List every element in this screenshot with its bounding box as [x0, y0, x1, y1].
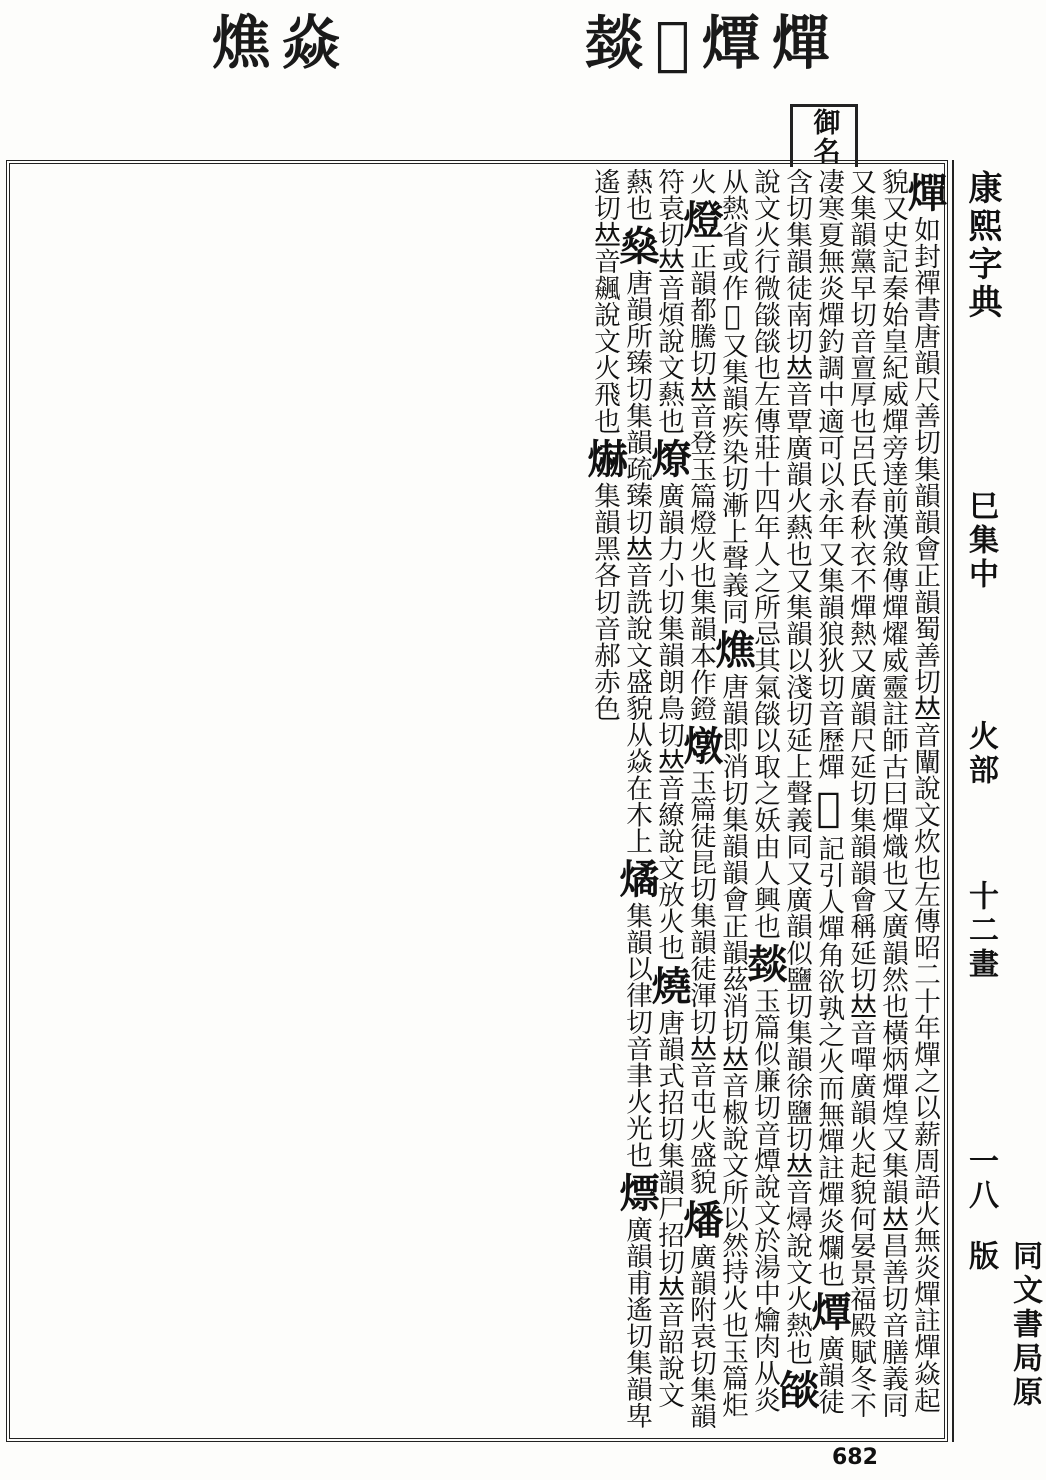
dictionary-entry [677, 721, 724, 1196]
entry-headword: 燂 [805, 1291, 852, 1332]
entry-definition: 集韻以律切音聿火光也 [621, 902, 652, 1169]
entry-definition: 廣韻力小切集韻朗鳥切𠀤音繚說文放火也 [653, 482, 684, 961]
entry-definition: 唐韻所臻切集韻疏臻切𠀤音詵說文盛貌从焱在木上 [621, 269, 652, 855]
entry-definition: 集韻黑各切音郝赤色 [589, 482, 620, 722]
seal-characters-right [585, 9, 842, 77]
entry-headword: 燉 [677, 725, 724, 766]
entry-headword: 燏 [613, 858, 660, 899]
seal-characters-left [212, 9, 352, 77]
folio-number: 一八 [963, 1145, 998, 1213]
entry-headword: 燀 [901, 172, 948, 212]
entry-definition: 玉篇似廉切音燂說文於湯中爚肉从炎从熱省或作𤍿又集韻疾染切漸上聲義同 [717, 168, 780, 1414]
entry-headword: 燊 [613, 225, 660, 266]
section-label: 巳集中 [963, 490, 998, 592]
entry-definition: 說文火行微燄燄也左傳莊十四年人之所忌其氣燄以取之妖由人興也 [749, 168, 780, 940]
seal-char: 燋 [212, 9, 275, 77]
imperial-name-tab: 御名 [790, 104, 858, 167]
seal-char: 燂 [701, 9, 764, 77]
entry-definition: 正韻都騰切𠀤音登玉篇燈火也集韻本作鐙 [685, 242, 716, 722]
entry-headword: 燎 [645, 438, 692, 478]
entry-headword: 燔 [677, 1199, 724, 1240]
page-number: 682 [832, 1445, 878, 1470]
dictionary-text [14, 168, 948, 1434]
seal-char: 燅 [585, 9, 648, 77]
entry-headword: 爀 [581, 438, 628, 478]
book-title: 康熙字典 [962, 170, 1002, 322]
dictionary-entry [613, 854, 660, 1169]
seal-char: 𤍿 [655, 9, 694, 77]
entry-headword: 熛 [613, 1172, 660, 1213]
entry-headword: 燒 [645, 964, 692, 1005]
entry-headword: 燅 [741, 943, 788, 984]
entry-headword: 燈 [677, 198, 724, 239]
entry-definition: 如封禪書唐韻尺善切集韻韻會正韻蜀善切𠀤音闡說文炊也左傳昭二十年燀之以薪周語火無炎燀註燀焱起貌又史記秦始皇紀威燀旁達前漢敘傳燀燿威靈註師古曰燀熾也又廣韻然也橫炳燀煌又集韻𠀤昌善切音膳義同又集韻黨早切音亶厚也呂氏春秋衣不燀熱又廣韻尺延切集韻韻會稱延切𠀤音嘽廣韻火起貌何晏景福殿賦冬不凄寒夏無炎燀釣調中適可以永年又集韻狼狄切音歷燀 [813, 168, 940, 1419]
entry-definition: 廣韻甫遙切集韻卑遙切𠀤音飆說文火飛也 [589, 168, 652, 1430]
dictionary-entry [581, 434, 628, 722]
entry-definition: 玉篇徒昆切集韻徒渾切𠀤音屯火盛貌 [685, 769, 716, 1196]
seal-char: 燀 [771, 9, 834, 77]
entry-definition: 記引人燀角欲孰之火而無燀註燀炎爛也 [813, 834, 844, 1288]
radical-label: 火部 [963, 720, 998, 788]
entry-definition: 廣韻附袁切集韻符袁切𠀤音煩說文爇也 [653, 168, 716, 1430]
entry-headword: 燋 [709, 628, 756, 669]
entry-headword: 𤍿 [805, 783, 852, 831]
seal-char: 焱 [282, 9, 345, 77]
entry-definition: 唐韻式招切集韻尸招切𠀤音韶說文爇也 [621, 168, 684, 1408]
entry-headword: 燄 [773, 1369, 820, 1409]
stroke-count-label: 十二畫 [963, 880, 998, 982]
dictionary-entry [805, 780, 852, 1288]
entry-definition: 廣韻徒含切集韻徒南切𠀤音覃廣韻火爇也又集韻以淺切延上聲義同又廣韻似鹽切集韻徐鹽切𠀤音燖說文火熱也 [781, 168, 844, 1415]
dictionary-entry [613, 221, 660, 855]
running-header [952, 160, 1042, 1442]
publisher-label: 同文書局原版 [963, 1240, 1042, 1410]
entry-definition: 唐韻即消切集韻韻會正韻茲消切𠀤音椒說文所以然持火也玉篇炬火 [685, 168, 748, 1418]
